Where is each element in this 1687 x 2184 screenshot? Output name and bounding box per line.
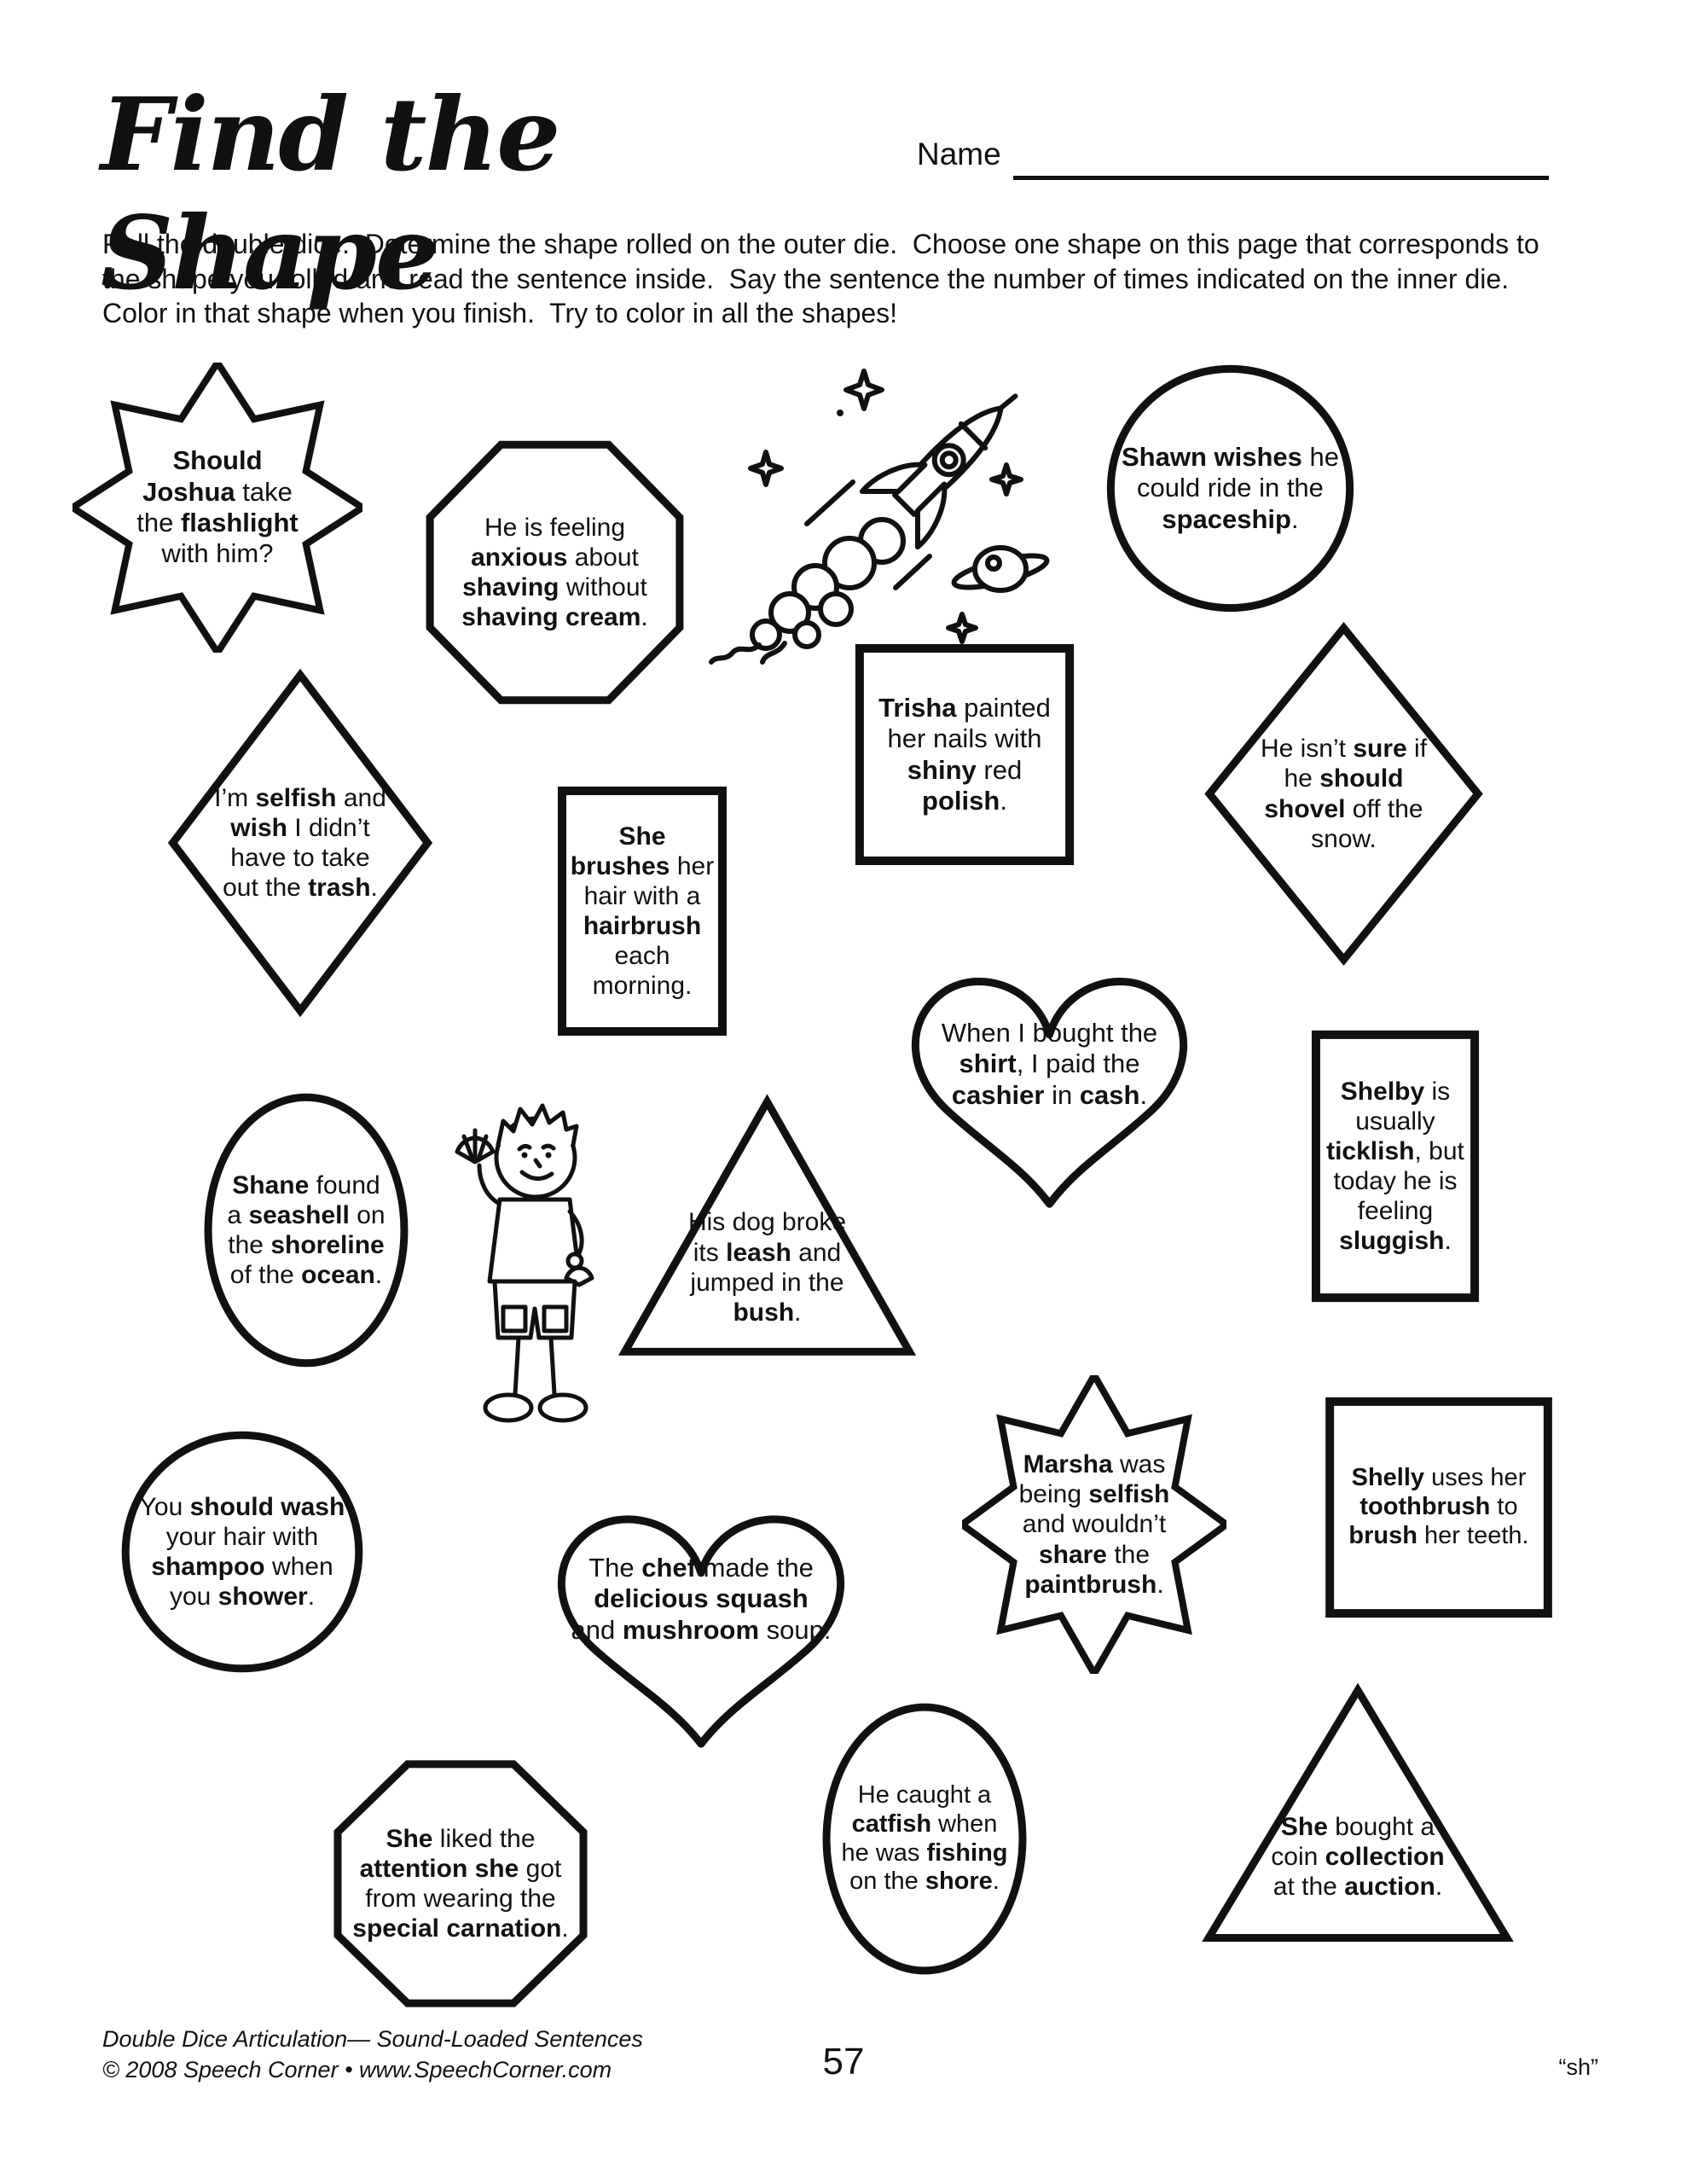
sound-target-label: “sh” [1558, 2054, 1598, 2080]
sentence: The chef made the delicious squash and mushroom soup. [571, 1553, 832, 1645]
sentence: I’m selfish and wish I didn’t have to take out the trash. [214, 783, 386, 903]
oval-card-catfish [821, 1700, 1028, 1978]
sentence: When I bought the shirt, I paid the cashier in cash. [941, 1018, 1158, 1110]
sentence: Should Joshua take the flashlight with him? [136, 445, 299, 569]
sentence: You should wash your hair with shampoo when you shower. [139, 1492, 345, 1612]
star-card-paintbrush [962, 1375, 1226, 1674]
footer-copyright: © 2008 Speech Corner • www.SpeechCorner.com [102, 2057, 612, 2083]
sentence: Shelly uses her toothbrush to brush her teeth. [1348, 1464, 1529, 1549]
oval-card-seashell [203, 1090, 409, 1370]
diamond-card-trash [165, 668, 436, 1018]
sentence: His dog broke its leash and jumped in the bush. [687, 1208, 847, 1327]
star-card-flashlight [72, 363, 362, 653]
circle-card-spaceship [1104, 363, 1356, 614]
octagon-card-shaving [425, 439, 685, 706]
sentence: He isn’t sure if he should shovel off the snow. [1260, 735, 1428, 853]
rect-card-sluggish [1311, 1026, 1480, 1306]
sentence: Marsha was being selfish and wouldn’t share the paintbrush. [1018, 1450, 1170, 1599]
sentence: Shawn wishes he could ride in the spaceship. [1121, 442, 1339, 534]
octagon-card-carnation [333, 1759, 588, 2008]
diamond-card-shovel [1201, 621, 1487, 967]
sentence: She liked the attention she got from wearing the special carnation. [352, 1824, 569, 1943]
name-row [917, 136, 1001, 172]
name-label: Name [917, 136, 1001, 171]
triangle-card-auction [1199, 1682, 1516, 1949]
sentence: He caught a catfish when he was fishing on the shore. [841, 1780, 1008, 1896]
square-card-polish [853, 642, 1076, 868]
sentence: He is feeling anxious about shaving without shaving cream. [461, 513, 648, 632]
circle-card-shampoo [119, 1429, 365, 1675]
instructions-text: Roll the double dice. Determine the shape rolled on the outer die. Choose one shape on this page that corresponds to the shape you rolled and read the sentence inside. Say the sentence the number of times indicated on the inner die. Color in that shape when you finish. Try to color in all the shapes! [102, 229, 1547, 329]
sentence: She brushes her hair with a hairbrush each morning. [570, 822, 715, 1001]
rect-card-hairbrush [557, 783, 728, 1039]
page-number: 57 [822, 2041, 865, 2082]
name-blank-line [1013, 176, 1549, 180]
sentence: Trisha painted her nails with shiny red polish. [878, 692, 1051, 816]
footer-series: Double Dice Articulation— Sound-Loaded Sentences [102, 2026, 643, 2052]
page-title: Find the Shape [101, 75, 559, 312]
triangle-card-leash [616, 1094, 919, 1362]
boy-illustration [408, 1077, 645, 1456]
rect-card-toothbrush [1323, 1395, 1555, 1620]
heart-card-cashier [894, 949, 1205, 1217]
sentence: Shelby is usually ticklish, but today he is feeling sluggish. [1326, 1077, 1464, 1256]
heart-card-mushroom [539, 1486, 863, 1757]
rocket-illustration [706, 343, 1069, 667]
sentence: She bought a coin collection at the auction. [1271, 1812, 1445, 1901]
sentence: Shane found a seashell on the shoreline of the ocean. [227, 1170, 386, 1290]
